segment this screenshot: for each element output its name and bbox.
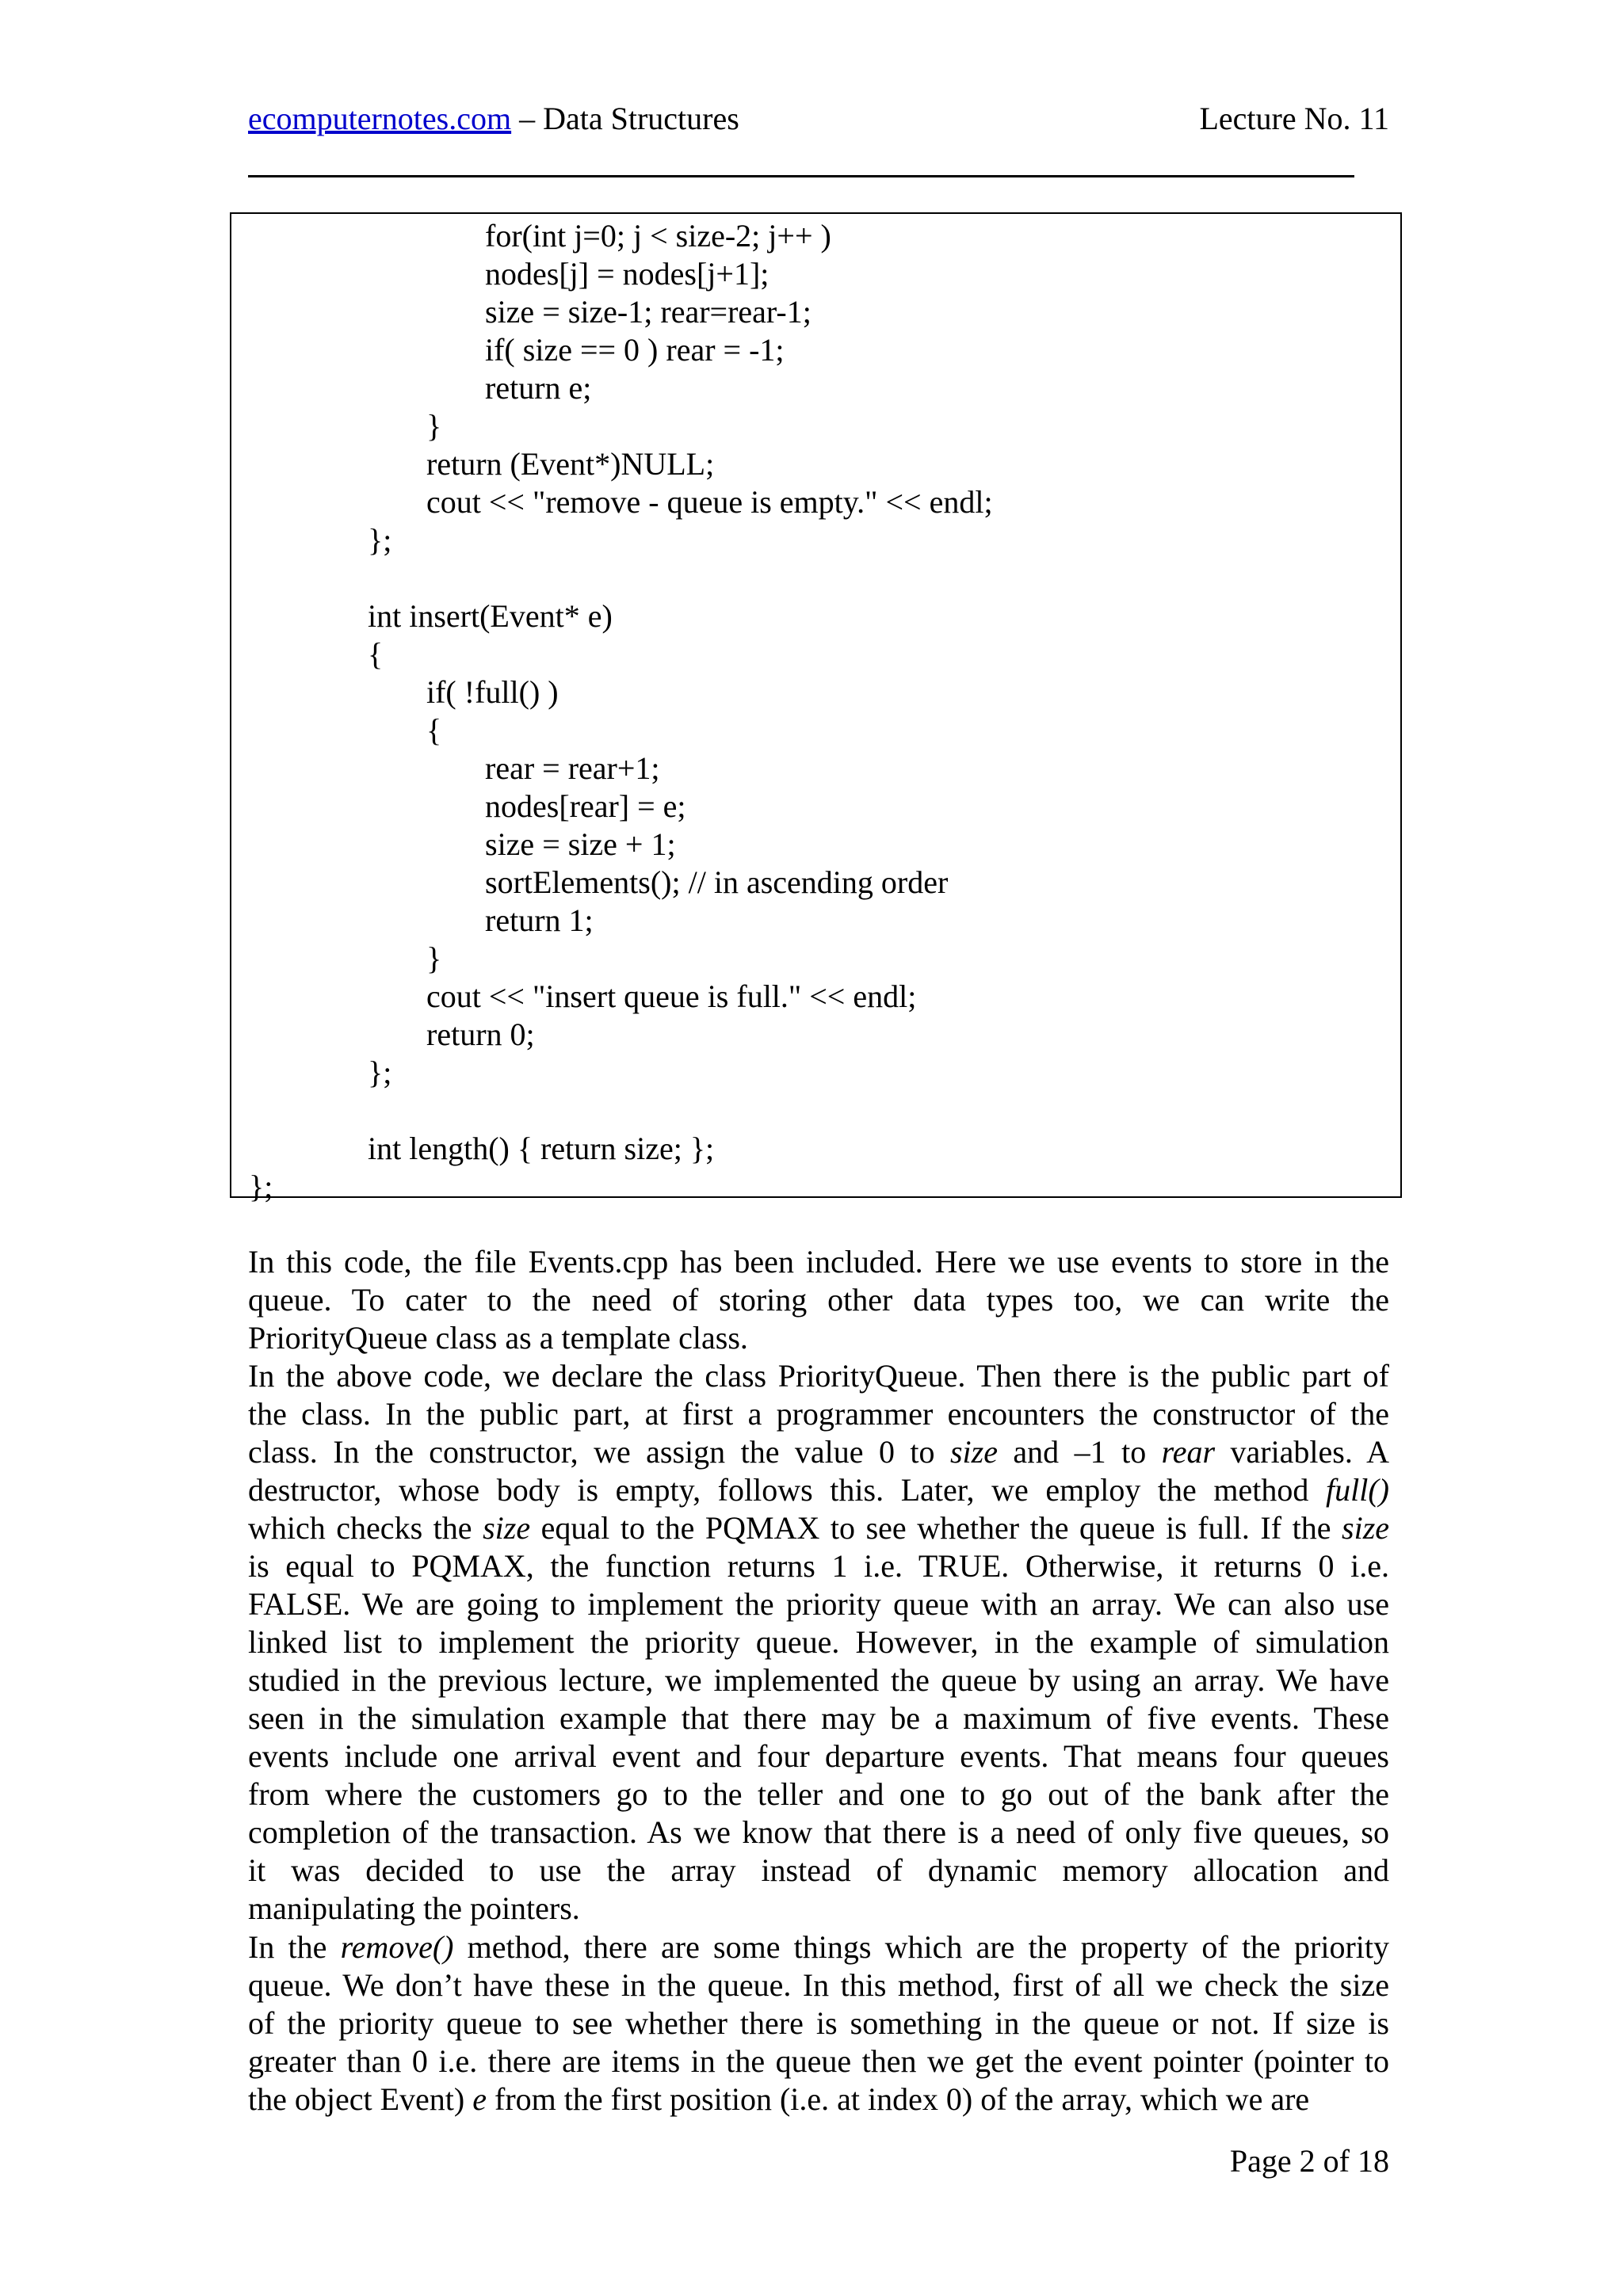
code-line: };: [368, 522, 392, 558]
text-line: which checks the size equal to the PQMAX to see whether the queue is full. If the size: [248, 1510, 1389, 1546]
paragraph: [248, 1243, 1389, 1357]
code-line: cout << "insert queue is full." << endl;: [426, 978, 917, 1014]
text-line: studied in the previous lecture, we implemented the queue by using an array. We have: [248, 1662, 1389, 1698]
page-header: [248, 97, 1389, 141]
code-line: sortElements(); // in ascending order: [485, 864, 949, 900]
text-line: from where the customers go to the teller and one to go out of the bank after the: [248, 1776, 1389, 1812]
text-line: FALSE. We are going to implement the priority queue with an array. We can also use: [248, 1586, 1389, 1622]
code-line: if( size == 0 ) rear = -1;: [485, 332, 785, 368]
text-line: queue. To cater to the need of storing other data types too, we can write the: [248, 1282, 1389, 1318]
code-term: rear: [1161, 1434, 1216, 1470]
code-line: }: [426, 408, 442, 444]
code-term: size: [1342, 1510, 1389, 1546]
code-line: int insert(Event* e): [368, 598, 613, 634]
code-line: nodes[j] = nodes[j+1];: [485, 256, 769, 292]
text-line: In this code, the file Events.cpp has been included. Here we use events to store in the: [248, 1244, 1389, 1280]
text-line: of the priority queue to see whether there is something in the queue or not. If size is: [248, 2005, 1389, 2041]
site-link[interactable]: ecomputernotes.com: [248, 101, 512, 136]
paragraph: [248, 1928, 1389, 2119]
code-line: };: [249, 1169, 273, 1204]
code-line: return 1;: [485, 902, 594, 938]
text-line: is equal to PQMAX, the function returns 1 i.e. TRUE. Otherwise, it returns 0 i.e.: [248, 1548, 1389, 1584]
code-term: full(): [1326, 1472, 1389, 1508]
lecture-number: Lecture No. 11: [1199, 101, 1389, 136]
code-line: for(int j=0; j < size-2; j++ ): [485, 218, 831, 254]
header-title: [248, 97, 739, 141]
code-term: size: [949, 1434, 998, 1470]
code-line: size = size-1; rear=rear-1;: [485, 294, 812, 330]
text-line: completion of the transaction. As we know that there is a need of only five queues, so: [248, 1814, 1389, 1850]
text-line: In the above code, we declare the class PriorityQueue. Then there is the public part of: [248, 1358, 1389, 1394]
text-line: queue. We don’t have these in the queue. In this method, first of all we check the size: [248, 1967, 1389, 2003]
text-line: it was decided to use the array instead of dynamic memory allocation and: [248, 1852, 1389, 1888]
code-term: size: [483, 1510, 531, 1546]
text-line: greater than 0 i.e. there are items in the queue then we get the event pointer (pointer to: [248, 2043, 1389, 2079]
text-line: the object Event) e from the first position (i.e. at index 0) of the array, which we are: [248, 2081, 1310, 2117]
code-line: if( !full() ): [426, 674, 559, 710]
code-line: }: [426, 940, 442, 976]
code-line: rear = rear+1;: [485, 750, 660, 786]
code-line: {: [368, 636, 384, 672]
code-line: return (Event*)NULL;: [426, 446, 715, 482]
code-listing: [230, 212, 1402, 1204]
text-line: destructor, whose body is empty, follows this. Later, we employ the method full(): [248, 1472, 1389, 1508]
code-line: {: [426, 712, 442, 748]
text-line: manipulating the pointers.: [248, 1890, 580, 1926]
code-line: return e;: [485, 370, 592, 406]
text-line: the class. In the public part, at first a programmer encounters the constructor of the: [248, 1396, 1389, 1432]
text-line: PriorityQueue class as a template class.: [248, 1320, 748, 1356]
header-subject: – Data Structures: [511, 101, 739, 136]
header-divider: [248, 175, 1354, 177]
paragraph: [248, 1357, 1389, 1928]
text-line: events include one arrival event and four departure events. That means four queues: [248, 1738, 1389, 1774]
code-term: e: [472, 2081, 487, 2117]
code-line: int length() { return size; };: [368, 1131, 715, 1166]
page-number: Page 2 of 18: [1229, 2143, 1389, 2179]
text-line: seen in the simulation example that there may be a maximum of five events. These: [248, 1700, 1389, 1736]
code-line: size = size + 1;: [485, 826, 676, 862]
code-line: };: [368, 1055, 392, 1090]
code-term: remove(): [340, 1929, 454, 1965]
code-line: cout << "remove - queue is empty." << endl;: [426, 484, 993, 520]
code-line: return 0;: [426, 1016, 535, 1052]
text-line: class. In the constructor, we assign the value 0 to size and –1 to rear variables. A: [248, 1434, 1389, 1470]
text-line: In the remove() method, there are some things which are the property of the priority: [248, 1929, 1389, 1965]
text-line: linked list to implement the priority queue. However, in the example of simulation: [248, 1624, 1389, 1660]
code-line: nodes[rear] = e;: [485, 788, 686, 824]
